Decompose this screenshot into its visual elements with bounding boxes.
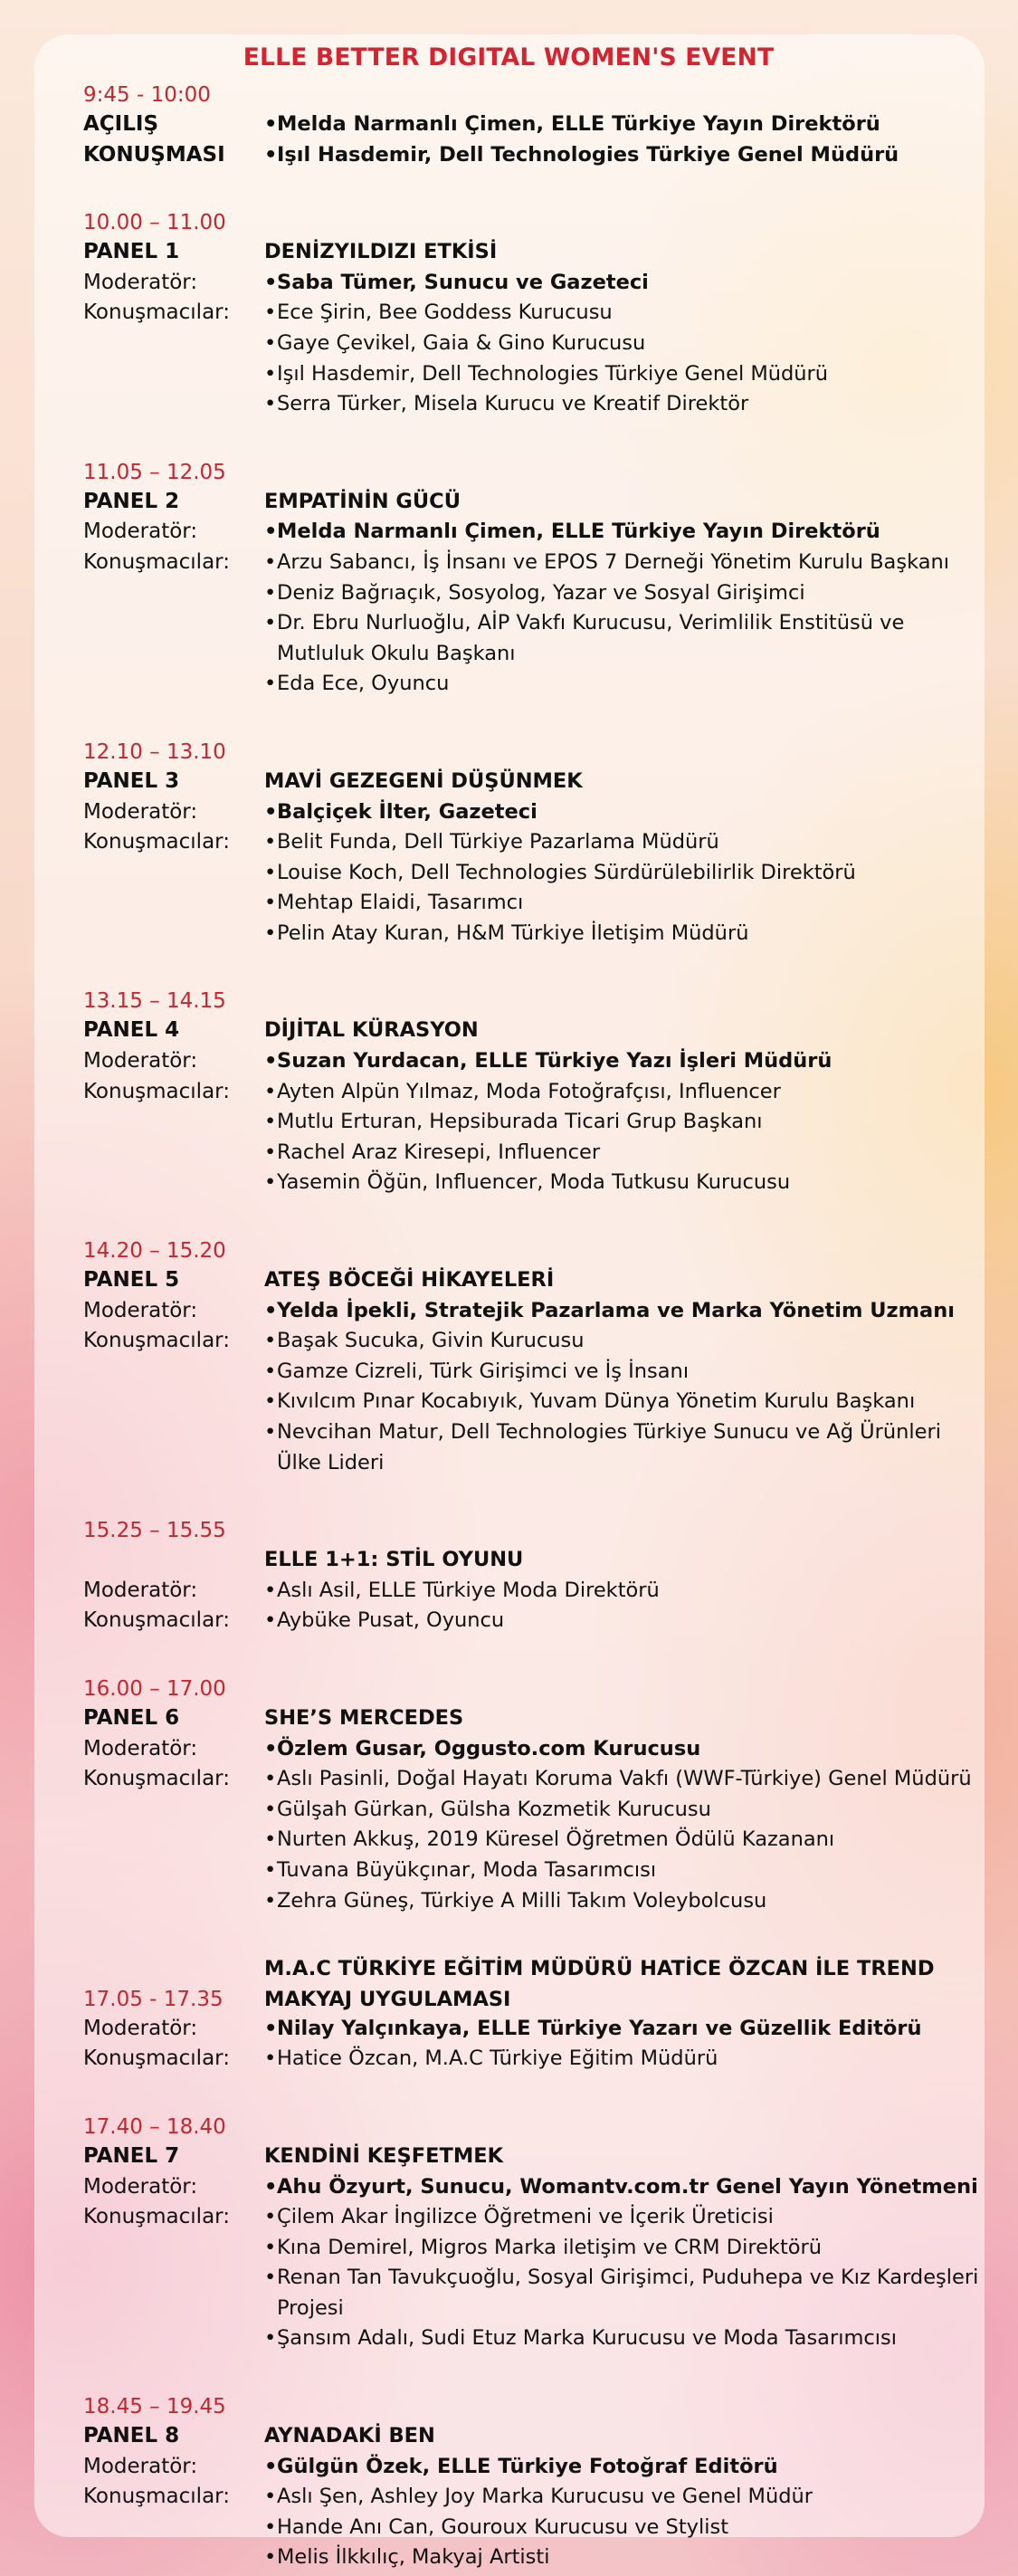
bullet: • bbox=[264, 921, 277, 945]
panel-name: PANEL 8 bbox=[83, 2424, 180, 2448]
speaker-row bbox=[83, 1107, 979, 1138]
moderator-label: Moderatör: bbox=[83, 799, 198, 824]
panel-title-row bbox=[83, 1545, 979, 1576]
opening-label-1: AÇILIŞ bbox=[83, 112, 159, 136]
panel-name: PANEL 4 bbox=[83, 1018, 180, 1043]
opening-speaker: • Melda Narmanlı Çimen, ELLE Türkiye Yayın Direktörü bbox=[264, 110, 979, 140]
panel-title: EMPATİNİN GÜCÜ bbox=[264, 489, 461, 513]
moderator-row bbox=[83, 517, 979, 548]
panel-title: ATEŞ BÖCEĞİ HİKAYELERİ bbox=[264, 1268, 555, 1293]
bullet: • bbox=[264, 1110, 277, 1134]
event-title: ELLE BETTER DIGITAL WOMEN'S EVENT bbox=[243, 43, 775, 72]
speaker: • Melis İlkkılıç, Makyaj Artisti bbox=[264, 2543, 979, 2573]
speaker-row bbox=[83, 2513, 979, 2543]
bullet: • bbox=[264, 2545, 277, 2570]
speaker-row bbox=[83, 1417, 979, 1478]
speaker: • Dr. Ebru Nurluoğlu, AİP Vakfı Kurucusu, Verimlilik Enstitüsü ve Mutluluk Okulu Başkanı bbox=[264, 608, 979, 669]
bullet: • bbox=[264, 2046, 277, 2071]
panel-section bbox=[83, 208, 979, 420]
panel-title: DİJİTAL KÜRASYON bbox=[264, 1018, 479, 1043]
bullet: • bbox=[264, 672, 277, 696]
opening-row-2 bbox=[83, 140, 979, 171]
speakers-label: Konuşmacılar: bbox=[83, 1608, 230, 1633]
panel-title-row bbox=[83, 1265, 979, 1296]
moderator-label: Moderatör: bbox=[83, 2454, 198, 2478]
speaker-row bbox=[83, 2482, 979, 2513]
moderator: • Gülgün Özek, ELLE Türkiye Fotoğraf Editörü bbox=[264, 2452, 979, 2483]
panel-section bbox=[83, 1954, 979, 2075]
moderator-label: Moderatör: bbox=[83, 2174, 198, 2199]
moderator-label: Moderatör: bbox=[83, 1049, 198, 1073]
bullet: • bbox=[264, 549, 277, 574]
bullet: • bbox=[264, 860, 277, 884]
speaker: • Hande Anı Can, Gouroux Kurucusu ve Stylist bbox=[264, 2513, 979, 2543]
panel-section bbox=[83, 738, 979, 949]
panel-title: M.A.C TÜRKİYE EĞİTİM MÜDÜRÜ HATİCE ÖZCAN İLE TREND MAKYAJ UYGULAMASI bbox=[264, 1957, 935, 2011]
panel-section bbox=[83, 1674, 979, 1916]
moderator-row bbox=[83, 2014, 979, 2045]
panel-title: DENİZYILDIZI ETKİSİ bbox=[264, 240, 498, 264]
opening-label-2: KONUŞMASI bbox=[83, 142, 225, 167]
speaker: • Aslı Pasinli, Doğal Hayatı Koruma Vakfı (WWF-Türkiye) Genel Müdürü bbox=[264, 1764, 979, 1795]
bullet: • bbox=[264, 2485, 277, 2509]
bullet: • bbox=[264, 1857, 277, 1882]
speaker: • Eda Ece, Oyuncu bbox=[264, 669, 979, 700]
bullet: • bbox=[264, 1079, 277, 1103]
speaker-row bbox=[83, 1387, 979, 1417]
speakers-label: Konuşmacılar: bbox=[83, 1329, 230, 1353]
panel-name: PANEL 5 bbox=[83, 1268, 180, 1293]
bullet: • bbox=[264, 1827, 277, 1852]
bullet: • bbox=[264, 891, 277, 915]
moderator-row bbox=[83, 2452, 979, 2483]
panel-section bbox=[83, 458, 979, 700]
moderator: • Nilay Yalçınkaya, ELLE Türkiye Yazarı ve Güzellik Editörü bbox=[264, 2014, 979, 2045]
speaker: • Gaye Çevikel, Gaia & Gino Kurucusu bbox=[264, 329, 979, 359]
bullet: • bbox=[264, 361, 277, 386]
speaker-row bbox=[83, 1886, 979, 1917]
bullet: • bbox=[264, 2266, 277, 2290]
speaker-row bbox=[83, 298, 979, 329]
moderator-row bbox=[83, 1046, 979, 1077]
speaker-row bbox=[83, 2323, 979, 2354]
speaker: • Gamze Cizreli, Türk Girişimci ve İş İnsanı bbox=[264, 1357, 979, 1388]
panel-section bbox=[83, 2113, 979, 2354]
speaker-row bbox=[83, 2543, 979, 2573]
speaker-row bbox=[83, 578, 979, 609]
bullet: • bbox=[264, 2235, 277, 2259]
speakers-label: Konuşmacılar: bbox=[83, 301, 230, 325]
speaker: • Kıvılcım Pınar Kocabıyık, Yuvam Dünya Yönetim Kurulu Başkanı bbox=[264, 1387, 979, 1417]
program-content bbox=[83, 43, 979, 2573]
panel-name: PANEL 7 bbox=[83, 2143, 180, 2168]
bullet: • bbox=[264, 301, 277, 325]
speaker: • Ayten Alpün Yılmaz, Moda Fotoğrafçısı, Influencer bbox=[264, 1077, 979, 1108]
speaker-row bbox=[83, 2202, 979, 2233]
speakers-label: Konuşmacılar: bbox=[83, 2046, 230, 2071]
panel-list bbox=[83, 208, 979, 2573]
speaker: • Louise Koch, Dell Technologies Sürdürülebilirlik Direktörü bbox=[264, 858, 979, 889]
bullet: • bbox=[264, 2454, 278, 2478]
speaker: • Çilem Akar İngilizce Öğretmeni ve İçerik Üreticisi bbox=[264, 2202, 979, 2233]
panel-name: PANEL 3 bbox=[83, 768, 180, 793]
speaker-row bbox=[83, 1357, 979, 1388]
bullet: • bbox=[264, 611, 277, 635]
panel-title-row bbox=[83, 1016, 979, 1046]
speaker: • Arzu Sabancı, İş İnsanı ve EPOS 7 Derneği Yönetim Kurulu Başkanı bbox=[264, 548, 979, 578]
moderator-label: Moderatör: bbox=[83, 1578, 198, 1602]
speaker-row bbox=[83, 389, 979, 420]
session-time: 9:45 - 10:00 bbox=[83, 83, 211, 107]
panel-name: PANEL 6 bbox=[83, 1705, 180, 1730]
speakers-label: Konuşmacılar: bbox=[83, 549, 230, 574]
speakers-label: Konuşmacılar: bbox=[83, 1079, 230, 1103]
bullet: • bbox=[264, 830, 277, 854]
bullet: • bbox=[264, 270, 278, 294]
speaker-row bbox=[83, 1795, 979, 1826]
speaker: • Renan Tan Tavukçuoğlu, Sosyal Girişimci, Puduhepa ve Kız Kardeşleri Projesi bbox=[264, 2263, 979, 2323]
panel-title-row bbox=[83, 767, 979, 797]
moderator: • Balçiçek İlter, Gazeteci bbox=[264, 797, 979, 828]
bullet: • bbox=[264, 2205, 277, 2229]
panel-title-row bbox=[83, 1703, 979, 1734]
panel-section bbox=[83, 2392, 979, 2573]
speaker: • Belit Funda, Dell Türkiye Pazarlama Müdürü bbox=[264, 827, 979, 858]
panel-title-row bbox=[83, 487, 979, 518]
speaker: • Nurten Akkuş, 2019 Küresel Öğretmen Ödülü Kazananı bbox=[264, 1825, 979, 1856]
session-time: 12.10 – 13.10 bbox=[83, 739, 226, 764]
speakers-label: Konuşmacılar: bbox=[83, 2485, 230, 2509]
bullet: • bbox=[264, 2016, 278, 2040]
speaker-row bbox=[83, 2044, 979, 2075]
bullet: • bbox=[264, 330, 277, 355]
speakers-label: Konuşmacılar: bbox=[83, 830, 230, 854]
session-time: 16.00 – 17.00 bbox=[83, 1676, 226, 1701]
moderator-label: Moderatör: bbox=[83, 1736, 198, 1760]
session-time: 17.05 - 17.35 bbox=[83, 1987, 224, 2011]
moderator: • Özlem Gusar, Oggusto.com Kurucusu bbox=[264, 1734, 979, 1765]
session-time: 15.25 – 15.55 bbox=[83, 1519, 226, 1543]
speaker: • Pelin Atay Kuran, H&M Türkiye İletişim Müdürü bbox=[264, 919, 979, 949]
speaker: • Yasemin Öğün, Influencer, Moda Tutkusu Kurucusu bbox=[264, 1168, 979, 1198]
bullet: • bbox=[264, 1797, 277, 1821]
opening-speaker: • Işıl Hasdemir, Dell Technologies Türkiye Genel Müdürü bbox=[264, 140, 979, 171]
speaker: • Işıl Hasdemir, Dell Technologies Türkiye Genel Müdürü bbox=[264, 359, 979, 390]
bullet: • bbox=[264, 142, 278, 167]
bullet: • bbox=[264, 1329, 277, 1353]
panel-title: KENDİNİ KEŞFETMEK bbox=[264, 2143, 504, 2168]
moderator: • Aslı Asil, ELLE Türkiye Moda Direktörü bbox=[264, 1576, 979, 1607]
speaker: • Başak Sucuka, Givin Kurucusu bbox=[264, 1326, 979, 1357]
speakers-label: Konuşmacılar: bbox=[83, 2205, 230, 2229]
speaker-row bbox=[83, 1168, 979, 1198]
speaker-row bbox=[83, 858, 979, 889]
speaker-row bbox=[83, 1138, 979, 1169]
bullet: • bbox=[264, 112, 278, 136]
bullet: • bbox=[264, 1767, 277, 1791]
moderator-row bbox=[83, 1576, 979, 1607]
moderator-row bbox=[83, 1296, 979, 1327]
speaker: • Mutlu Erturan, Hepsiburada Ticari Grup Başkanı bbox=[264, 1107, 979, 1138]
speaker-row bbox=[83, 1856, 979, 1886]
moderator-label: Moderatör: bbox=[83, 2016, 198, 2040]
speakers-label: Konuşmacılar: bbox=[83, 1767, 230, 1791]
speaker-row bbox=[83, 1326, 979, 1357]
moderator-row bbox=[83, 1734, 979, 1765]
bullet: • bbox=[264, 580, 277, 605]
panel-title: AYNADAKİ BEN bbox=[264, 2424, 435, 2448]
speaker-row bbox=[83, 888, 979, 919]
bullet: • bbox=[264, 1359, 277, 1383]
session-time: 10.00 – 11.00 bbox=[83, 211, 226, 235]
speaker-row bbox=[83, 919, 979, 949]
speaker: • Şansım Adalı, Sudi Etuz Marka Kurucusu ve Moda Tasarımcısı bbox=[264, 2323, 979, 2354]
speaker-row bbox=[83, 827, 979, 858]
moderator-row bbox=[83, 2172, 979, 2203]
moderator: • Melda Narmanlı Çimen, ELLE Türkiye Yayın Direktörü bbox=[264, 517, 979, 548]
panel-section bbox=[83, 1516, 979, 1636]
bullet: • bbox=[264, 1049, 278, 1073]
speaker: • Deniz Bağrıaçık, Sosyolog, Yazar ve Sosyal Girişimci bbox=[264, 578, 979, 609]
moderator: • Ahu Özyurt, Sunucu, Womantv.com.tr Genel Yayın Yönetmeni bbox=[264, 2172, 979, 2203]
speaker: • Aybüke Pusat, Oyuncu bbox=[264, 1606, 979, 1636]
bullet: • bbox=[264, 1298, 278, 1322]
panel-title-row bbox=[83, 237, 979, 268]
bullet: • bbox=[264, 2514, 277, 2539]
panel-title: ELLE 1+1: STİL OYUNU bbox=[264, 1548, 524, 1572]
moderator-label: Moderatör: bbox=[83, 1298, 198, 1322]
panel-title-row bbox=[83, 2142, 979, 2172]
speaker-row bbox=[83, 1825, 979, 1856]
moderator-label: Moderatör: bbox=[83, 520, 198, 544]
bullet: • bbox=[264, 1888, 277, 1913]
panel-name: PANEL 1 bbox=[83, 240, 180, 264]
speaker: • Aslı Şen, Ashley Joy Marka Kurucusu ve Genel Müdür bbox=[264, 2482, 979, 2513]
bullet: • bbox=[264, 520, 278, 544]
speaker-row bbox=[83, 2263, 979, 2323]
moderator-row bbox=[83, 797, 979, 828]
speaker-row bbox=[83, 1764, 979, 1795]
bullet: • bbox=[264, 392, 277, 416]
session-time: 14.20 – 15.20 bbox=[83, 1239, 226, 1264]
bullet: • bbox=[264, 1608, 277, 1633]
bullet: • bbox=[264, 799, 278, 824]
speaker: • Zehra Güneş, Türkiye A Milli Takım Voleybolcusu bbox=[264, 1886, 979, 1917]
moderator-label: Moderatör: bbox=[83, 270, 198, 294]
moderator: • Suzan Yurdacan, ELLE Türkiye Yazı İşleri Müdürü bbox=[264, 1046, 979, 1077]
bullet: • bbox=[264, 1140, 277, 1164]
bullet: • bbox=[264, 2326, 277, 2351]
speaker-row bbox=[83, 548, 979, 578]
speaker: • Serra Türker, Misela Kurucu ve Kreatif Direktör bbox=[264, 389, 979, 420]
bullet: • bbox=[264, 1420, 277, 1444]
moderator: • Yelda İpekli, Stratejik Pazarlama ve Marka Yönetim Uzmanı bbox=[264, 1296, 979, 1327]
speaker: • Rachel Araz Kiresepi, Influencer bbox=[264, 1138, 979, 1169]
bullet: • bbox=[264, 1578, 277, 1602]
opening-section bbox=[83, 81, 979, 170]
speaker: • Kına Demirel, Migros Marka iletişim ve CRM Direktörü bbox=[264, 2233, 979, 2264]
speaker-row bbox=[83, 2233, 979, 2264]
speaker: • Hatice Özcan, M.A.C Türkiye Eğitim Müdürü bbox=[264, 2044, 979, 2075]
session-time: 18.45 – 19.45 bbox=[83, 2395, 226, 2419]
speaker-row bbox=[83, 1606, 979, 1636]
session-time: 11.05 – 12.05 bbox=[83, 460, 226, 484]
panel-title: SHE’S MERCEDES bbox=[264, 1705, 464, 1730]
panel-section bbox=[83, 987, 979, 1198]
speaker-row bbox=[83, 669, 979, 700]
bullet: • bbox=[264, 1170, 277, 1195]
bullet: • bbox=[264, 1736, 278, 1760]
opening-row-1 bbox=[83, 110, 979, 140]
speaker: • Ece Şirin, Bee Goddess Kurucusu bbox=[264, 298, 979, 329]
speaker-row bbox=[83, 329, 979, 359]
speaker: • Mehtap Elaidi, Tasarımcı bbox=[264, 888, 979, 919]
bullet: • bbox=[264, 2174, 278, 2199]
speaker: • Tuvana Büyükçınar, Moda Tasarımcısı bbox=[264, 1856, 979, 1886]
speaker-row bbox=[83, 1077, 979, 1108]
speaker: • Gülşah Gürkan, Gülsha Kozmetik Kurucusu bbox=[264, 1795, 979, 1826]
panel-title-row bbox=[83, 2421, 979, 2452]
speaker: • Nevcihan Matur, Dell Technologies Türkiye Sunucu ve Ağ Ürünleri Ülke Lideri bbox=[264, 1417, 979, 1478]
panel-section bbox=[83, 1236, 979, 1478]
speaker-row bbox=[83, 608, 979, 669]
session-time: 17.40 – 18.40 bbox=[83, 2114, 226, 2139]
panel-title: MAVİ GEZEGENİ DÜŞÜNMEK bbox=[264, 768, 583, 793]
speaker-row bbox=[83, 359, 979, 390]
panel-name: PANEL 2 bbox=[83, 489, 180, 513]
session-time: 13.15 – 14.15 bbox=[83, 989, 226, 1014]
bullet: • bbox=[264, 1389, 277, 1414]
moderator-row bbox=[83, 268, 979, 299]
moderator: • Saba Tümer, Sunucu ve Gazeteci bbox=[264, 268, 979, 299]
